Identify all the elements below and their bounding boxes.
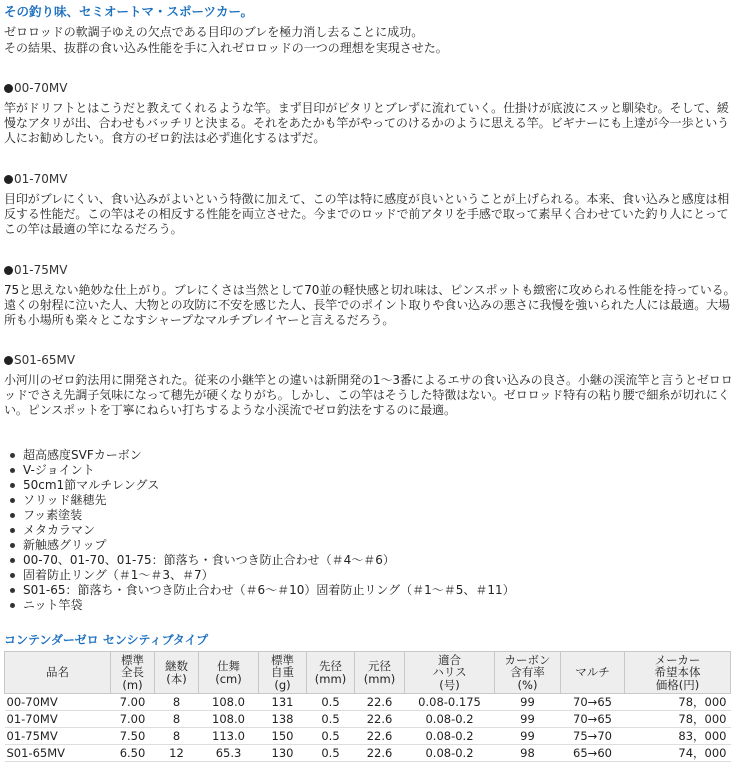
header-text: 適合 bbox=[438, 652, 461, 667]
header-text: 全長 bbox=[121, 665, 144, 680]
table-cell: 0.5 bbox=[307, 728, 355, 745]
table-cell: 131 bbox=[259, 694, 307, 711]
table-cell: 00-70MV bbox=[5, 694, 111, 711]
table-cell: 0.08-0.2 bbox=[405, 745, 495, 762]
header-text: (g) bbox=[274, 677, 291, 692]
bullet-dot-icon bbox=[4, 84, 13, 93]
model-section-s01-65mv bbox=[4, 353, 736, 418]
table-header-cell bbox=[199, 652, 259, 694]
table-cell: 01-75MV bbox=[5, 728, 111, 745]
table-cell: 0.08-0.2 bbox=[405, 711, 495, 728]
model-description: 75と思えない絶妙な仕上がり。ブレにくさは当然として70並の軽快感と切れ味は、ピンスポットも緻密に攻められる性能を持っている。遠くの射程に泣いた人、大物との攻防に不安を感じた人、長竿でのポイント取りや食い込みの悪さに我慢を強いられた人には最適。大場所も小場所も楽々とこなすシャープなマルチプレイヤーと言えるだろう。 bbox=[4, 283, 736, 327]
table-cell: S01-65MV bbox=[5, 745, 111, 762]
header-text: 継数 bbox=[165, 659, 188, 673]
spec-table bbox=[4, 651, 731, 762]
table-row bbox=[5, 745, 731, 762]
header-text: ハリス bbox=[432, 665, 467, 680]
bullet-dot-icon bbox=[4, 175, 13, 184]
table-cell: 74，000 bbox=[625, 745, 731, 762]
table-header-cell bbox=[307, 652, 355, 694]
table-cell: 8 bbox=[155, 694, 199, 711]
model-section-00-70mv bbox=[4, 81, 736, 146]
table-cell: 0.08-0.175 bbox=[405, 694, 495, 711]
table-cell: 01-70MV bbox=[5, 711, 111, 728]
table-cell: 108.0 bbox=[199, 694, 259, 711]
header-text: (m) bbox=[122, 677, 143, 692]
feature-item: 00-70、01-70、01-75：節落ち・食いつき防止合わせ（＃4～＃6） bbox=[4, 553, 724, 568]
table-header-cell bbox=[495, 652, 561, 694]
table-header-cell bbox=[561, 652, 625, 694]
table-cell: 8 bbox=[155, 728, 199, 745]
table-cell: 65→60 bbox=[561, 745, 625, 762]
model-description: 目印がブレにくい、食い込みがよいという特徴に加えて、この竿は特に感度が良いということが上げられる。本来、食い込みと感度は相反する性能だ。この竿はその相反する性能を両立させた。今までのロッドで前アタリを手感で取って素早く合わせていた釣り人にとってこの竿は最適の竿になるだろう。 bbox=[4, 192, 730, 236]
header-text: (本) bbox=[166, 671, 187, 686]
spec-table-title: コンテンダーゼロ センシティブタイプ bbox=[4, 633, 209, 647]
header-text: マルチ bbox=[575, 665, 610, 680]
table-header-cell bbox=[355, 652, 405, 694]
table-cell: 78，000 bbox=[625, 711, 731, 728]
table-cell: 22.6 bbox=[355, 694, 405, 711]
table-cell: 99 bbox=[495, 694, 561, 711]
table-cell: 98 bbox=[495, 745, 561, 762]
feature-item: 超高感度SVFカーボン bbox=[4, 448, 724, 463]
header-text: 含有率 bbox=[510, 665, 545, 680]
table-cell: 150 bbox=[259, 728, 307, 745]
feature-item: メタカラマン bbox=[4, 523, 724, 538]
table-cell: 65.3 bbox=[199, 745, 259, 762]
header-text: (mm) bbox=[314, 671, 347, 686]
feature-item: S01-65：節落ち・食いつき防止合わせ（＃6～＃10）固着防止リング（＃1～＃5、＃11） bbox=[4, 583, 724, 598]
intro-line: その結果、抜群の食い込み性能を手に入れゼロロッドの一つの理想を実現させた。 bbox=[4, 41, 448, 55]
headline: その釣り味、セミオートマ・スポーツカー。 bbox=[4, 4, 254, 19]
table-cell: 138 bbox=[259, 711, 307, 728]
model-description: 竿がドリフトとはこうだと教えてくれるような竿。まず目印がピタリとブレずに流れていく。仕掛けが底波にスッと馴染む。そして、緩慢なアタリが出、合わせもバッチリと決まる。それをあたかも竿がやってのけるかのように思える竿。ビギナーにも上達が今一歩という人にお勧めしたい。食方のゼロ釣法は必ず進化するはずだ。 bbox=[4, 101, 730, 145]
table-header-cell bbox=[405, 652, 495, 694]
table-cell: 83，000 bbox=[625, 728, 731, 745]
table-cell: 0.5 bbox=[307, 711, 355, 728]
feature-item: フッ素塗装 bbox=[4, 508, 724, 523]
table-row bbox=[5, 728, 731, 745]
table-cell: 0.08-0.2 bbox=[405, 728, 495, 745]
table-cell: 130 bbox=[259, 745, 307, 762]
model-section-01-75mv bbox=[4, 263, 736, 328]
table-body bbox=[5, 694, 731, 762]
model-heading bbox=[4, 172, 736, 187]
table-cell: 0.5 bbox=[307, 694, 355, 711]
model-name: 01-75MV bbox=[14, 263, 68, 277]
feature-item: 50cm1節マルチレングス bbox=[4, 478, 724, 493]
table-header-cell bbox=[5, 652, 111, 694]
table-cell: 7.50 bbox=[111, 728, 155, 745]
model-heading bbox=[4, 81, 736, 96]
model-heading bbox=[4, 353, 736, 368]
table-header-cell bbox=[155, 652, 199, 694]
feature-item: ニット竿袋 bbox=[4, 598, 724, 613]
header-text: 元径 bbox=[368, 659, 391, 673]
table-header-cell bbox=[111, 652, 155, 694]
table-cell: 70→65 bbox=[561, 711, 625, 728]
feature-list bbox=[4, 448, 724, 613]
bullet-dot-icon bbox=[4, 266, 13, 275]
header-text: 標準 bbox=[121, 652, 144, 667]
feature-item: 新触感グリップ bbox=[4, 538, 724, 553]
model-description: 小河川のゼロ釣法用に開発された。従来の小継竿との違いは新開発の1～3番によるエサの食い込みの良さ。小継の渓流竿と言うとゼロロッドでさえ先調子気味になって穂先が硬くなりがち。しかし、この竿はそうした特徴はない。ゼロロッド特有の粘り腰で細糸が切れにくい。ピンスポットを丁寧にねらい打ちするような小渓流でゼロ釣法をするのに最適。 bbox=[4, 373, 733, 417]
table-cell: 108.0 bbox=[199, 711, 259, 728]
header-text: 希望本体 bbox=[654, 665, 701, 680]
feature-item: V-ジョイント bbox=[4, 463, 724, 478]
model-heading bbox=[4, 263, 736, 278]
table-header-cell bbox=[259, 652, 307, 694]
header-text: カーボン bbox=[504, 652, 551, 667]
table-cell: 8 bbox=[155, 711, 199, 728]
table-cell: 75→70 bbox=[561, 728, 625, 745]
header-text: メーカー bbox=[654, 652, 701, 667]
table-cell: 12 bbox=[155, 745, 199, 762]
header-text: 自重 bbox=[271, 665, 294, 680]
table-cell: 78，000 bbox=[625, 694, 731, 711]
model-section-01-70mv bbox=[4, 172, 736, 237]
table-row bbox=[5, 711, 731, 728]
table-cell: 0.5 bbox=[307, 745, 355, 762]
header-text: 価格(円) bbox=[655, 677, 700, 692]
table-cell: 7.00 bbox=[111, 694, 155, 711]
table-cell: 99 bbox=[495, 711, 561, 728]
model-name: 01-70MV bbox=[14, 172, 68, 186]
header-text: 先径 bbox=[319, 659, 342, 673]
table-cell: 6.50 bbox=[111, 745, 155, 762]
table-cell: 22.6 bbox=[355, 745, 405, 762]
header-text: 標準 bbox=[271, 652, 294, 667]
bullet-dot-icon bbox=[4, 356, 13, 365]
header-text: (mm) bbox=[363, 671, 396, 686]
table-cell: 22.6 bbox=[355, 711, 405, 728]
feature-item: 固着防止リング（＃1～＃3、＃7） bbox=[4, 568, 724, 583]
header-text: 仕舞 bbox=[217, 659, 240, 673]
header-text: (cm) bbox=[215, 671, 242, 686]
table-cell: 99 bbox=[495, 728, 561, 745]
table-header-row bbox=[5, 652, 731, 694]
model-name: 00-70MV bbox=[14, 81, 68, 95]
table-cell: 113.0 bbox=[199, 728, 259, 745]
header-text: 品名 bbox=[46, 665, 69, 680]
intro bbox=[4, 24, 736, 56]
table-header-cell bbox=[625, 652, 731, 694]
feature-item: ソリッド継穂先 bbox=[4, 493, 724, 508]
header-text: (%) bbox=[517, 677, 538, 692]
model-name: S01-65MV bbox=[14, 353, 76, 367]
table-cell: 7.00 bbox=[111, 711, 155, 728]
intro-line: ゼロロッドの軟調子ゆえの欠点である目印のブレを極力消し去ることに成功。 bbox=[4, 25, 424, 39]
header-text: (号) bbox=[439, 677, 460, 692]
table-cell: 22.6 bbox=[355, 728, 405, 745]
table-cell: 70→65 bbox=[561, 694, 625, 711]
table-row bbox=[5, 694, 731, 711]
